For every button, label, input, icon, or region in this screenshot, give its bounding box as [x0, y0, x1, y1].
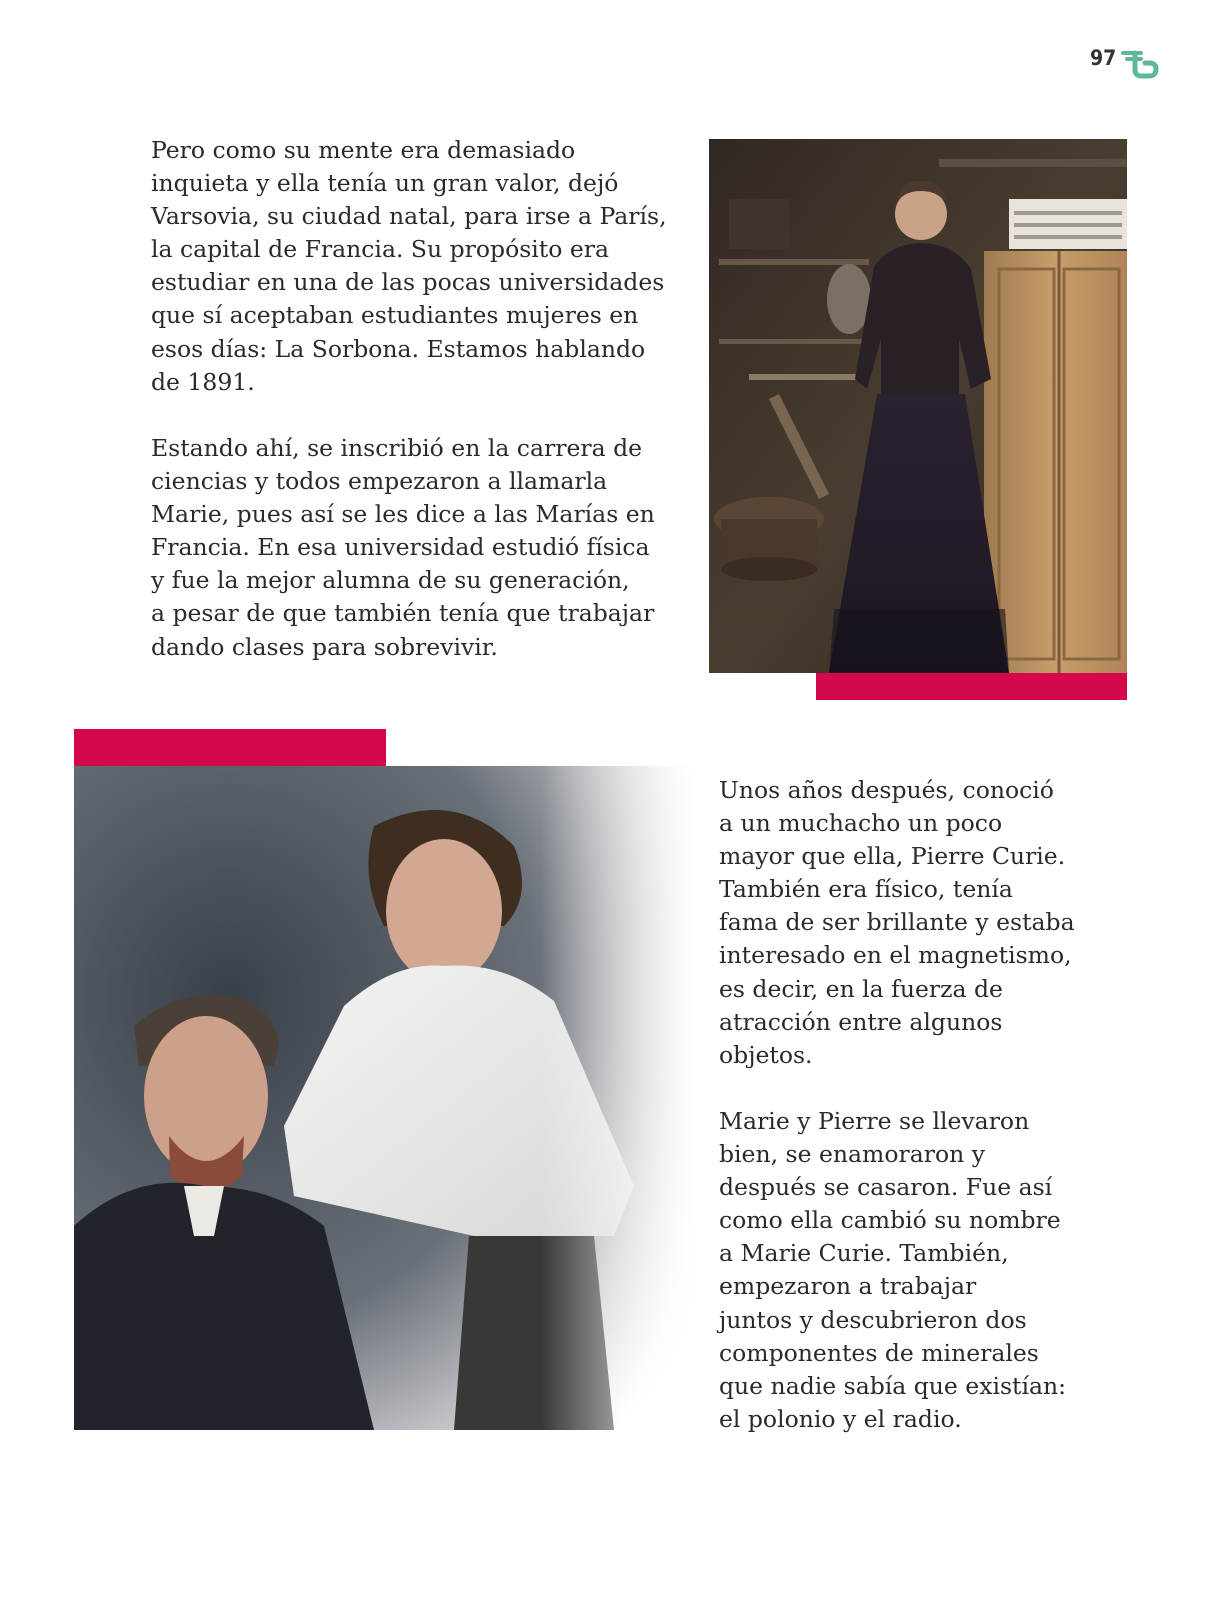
paragraph-sorbona — [151, 432, 681, 664]
marie-curie-lab-photo — [709, 139, 1127, 673]
paragraph-text: Marie y Pierre se llevaron bien, se enamoraron y después se casaron. Fue así como ella cambió su nombre a Marie Curie. También, empezaron a trabajar juntos y descubrieron dos componentes de minerales que nadie sabía que existían: el polonio y el radio. — [719, 1107, 1067, 1433]
page-corner-logo-icon — [1121, 46, 1161, 80]
accent-bar — [816, 673, 1127, 700]
paragraph-paris — [151, 134, 681, 399]
paragraph-text: Estando ahí, se inscribió en la carrera de ciencias y todos empezaron a llamarla Marie, pues así se les dice a las Marías en Francia. En esa universidad estudió física y fue la mejor alumna de su generación, a pesar de que también tenía que trabajar dando clases para sobrevivir. — [151, 434, 655, 661]
paragraph-pierre — [719, 774, 1169, 1072]
paragraph-text: Pero como su mente era demasiado inquieta y ella tenía un gran valor, dejó Varsovia, su ciudad natal, para irse a París, la capital de Francia. Su propósito era estudiar en una de las pocas universidades que sí aceptaban estudiantes mujeres en esos días: La Sorbona. Estamos hablando de 1891. — [151, 136, 667, 396]
page-number: 97 — [1090, 46, 1117, 70]
accent-bar — [74, 729, 386, 766]
paragraph-text: Unos años después, conoció a un muchacho un poco mayor que ella, Pierre Curie. También era físico, tenía fama de ser brillante y estaba interesado en el magnetismo, es decir, en la fuerza de atracción entre algunos objetos. — [719, 776, 1075, 1069]
marie-and-pierre-curie-photo — [74, 766, 696, 1430]
paragraph-marriage — [719, 1105, 1169, 1436]
